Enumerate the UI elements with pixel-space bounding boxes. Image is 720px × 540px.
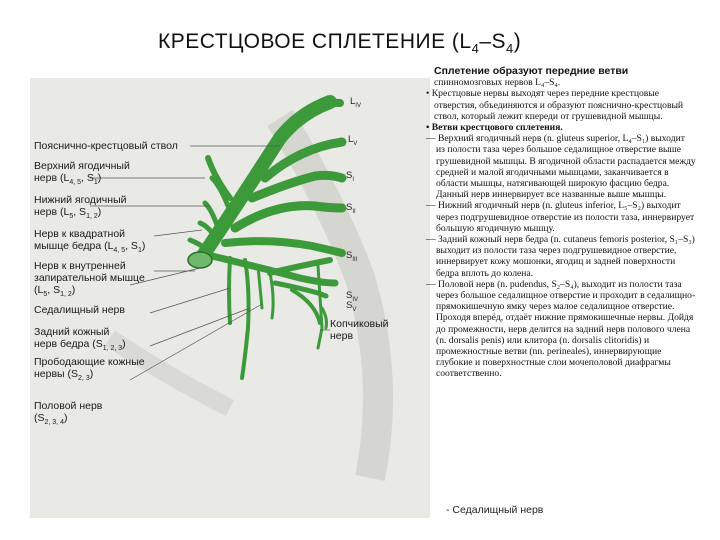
root-label-l4: $L_{IV}$ bbox=[350, 96, 361, 109]
root-label-s2: $S_{II}$ bbox=[346, 202, 356, 215]
label-posterior-femoral-cutaneous-nerve: Задний кожный нерв бедра $(S_{1, 2, 3})$ bbox=[34, 326, 126, 353]
root-label-s3: $S_{III}$ bbox=[346, 250, 358, 263]
label-sciatic-nerve: Седалищный нерв bbox=[34, 304, 125, 316]
label-lumbosacral-trunk: Пояснично-крестцовый ствол bbox=[34, 140, 178, 152]
label-pudendal-nerve: Половой нерв $(S_{2, 3, 4})$ bbox=[34, 400, 103, 427]
label-quadratus-femoris-nerve: Нерв к квадратной мышце бедра ($L_{4, 5}$, $S_1$) bbox=[34, 228, 146, 255]
caption-sciatic-nerve: - Седалищный нерв bbox=[446, 504, 544, 516]
text-item-inferior-gluteal: — Нижний ягодичный нерв (n. gluteus inferior, L₅–S₂) выходит через подгрушевидное отверстие из полости таза, иннервирует большую ягодичную мышцу. bbox=[426, 200, 695, 234]
root-label-l5: $L_V$ bbox=[348, 134, 358, 147]
label-superior-gluteal-nerve: Верхний ягодичный нерв ($L_{4, 5}$, $S_1$) bbox=[34, 160, 130, 187]
label-obturator-internus-nerve: Нерв к внутренней запирательной мышце ($L_5$, $S_{1, 2}$) bbox=[34, 260, 145, 299]
label-inferior-gluteal-nerve: Нижний ягодичный нерв ($L_5$, $S_{1, 2}$) bbox=[34, 194, 127, 221]
label-coccygeal-nerve: Копчиковый нерв bbox=[330, 318, 389, 342]
text-lead: спинномозговых нервов L₄–S₄. bbox=[434, 77, 561, 89]
root-label-s1: $S_I$ bbox=[346, 170, 355, 183]
label-perforating-cutaneous-nerves: Прободающие кожные нервы $(S_{2, 3})$ bbox=[34, 356, 145, 383]
text-item-posterior-cutaneous: — Задний кожный нерв бедра (n. cutaneus femoris posterior, S₁–S₃) выходит из полости таза через подгрушевидное отверстие, иннервирует кожу мошонки, ягодиц и задней поверхности бедра вплоть до колена. bbox=[426, 234, 695, 279]
description-text bbox=[424, 66, 696, 380]
root-label-s5: $S_V$ bbox=[346, 300, 357, 313]
root-label-s4: $S_{IV}$ bbox=[346, 290, 359, 303]
text-item-superior-gluteal: — Верхний ягодичный нерв (n. gluteus superior, L₄–S₁) выходит из полости таза через большое седалищное отверстие выше грушевидной мышцы. В ягодичной области распадается между средней и малой ягодичными мышцами, заканчивается в области мышцы, натягивающей широкую фасцию бедра. Данный нерв иннервирует все названные выше мышцы. bbox=[426, 133, 696, 201]
page-title: КРЕСТЦОВОЕ СПЛЕТЕНИЕ $(L_4-S_4)$ bbox=[158, 30, 522, 57]
text-bullet-2: • Ветви крестцового сплетения. bbox=[426, 122, 563, 134]
text-heading: Сплетение образуют передние ветви bbox=[434, 65, 629, 77]
text-bullet-1: • Крестцовые нервы выходят через передние крестцовые отверстия, объединяются и образуют пояснично-крестцовый ствол, который лежит кпереди от грушевидной мышцы. bbox=[426, 88, 684, 122]
text-item-pudendal: — Половой нерв (n. pudendus, S₂–S₄), выходит из полости таза через большое седалищное отверстие и проходит в седалищно-прямокишечную ямку через малое седалищное отверстие. Проходя вперёд, отдаёт нижние прямокишечные нервы. Дойдя до промежности, нерв делится на задний нерв полового члена (n. dorsalis penis) или клитора (n. dorsalis clitoridis) и промежностные ветви (nn. perineales), иннервирующие глубокие и поверхностные слои мочеполовой диафрагмы соответственно. bbox=[426, 278, 696, 380]
plexus-figure bbox=[30, 78, 430, 518]
